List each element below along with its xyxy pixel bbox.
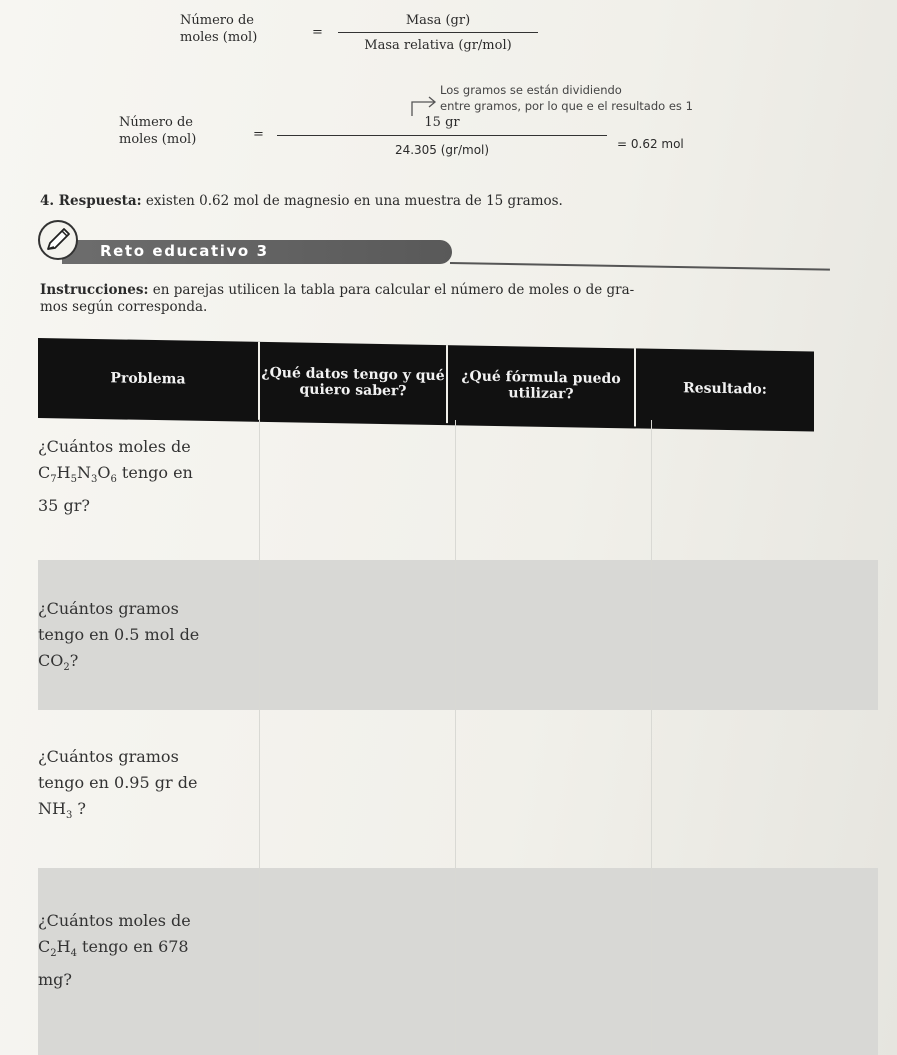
problem-line: ¿Cuántos moles de	[38, 437, 191, 456]
problem-line: tengo en 678	[82, 937, 189, 956]
instructions-label: Instrucciones:	[40, 282, 149, 298]
problem-text	[38, 434, 253, 519]
problem-cell	[38, 560, 260, 710]
subscript: 6	[110, 474, 117, 486]
formula-input-cell[interactable]	[456, 868, 652, 1055]
subscript: 2	[50, 948, 57, 960]
instructions-text: en parejas utilicen la tabla para calcular el número de moles o de gra-	[152, 282, 635, 298]
problem-line: 35 gr?	[38, 496, 90, 516]
formula-input-cell[interactable]	[456, 560, 652, 710]
problem-cell	[38, 420, 260, 560]
formula-numerator: Masa (gr)	[338, 12, 538, 33]
instructions	[40, 282, 840, 316]
formula-input-cell[interactable]	[456, 710, 652, 868]
subscript: 3	[90, 474, 98, 486]
problem-line: tengo en	[121, 463, 193, 482]
table-row	[38, 868, 878, 1055]
problem-text	[38, 908, 253, 993]
element: H	[56, 937, 71, 956]
resultado-input-cell[interactable]	[652, 420, 878, 560]
element: CO	[38, 651, 64, 670]
resultado-input-cell[interactable]	[652, 710, 878, 868]
section-divider	[450, 262, 830, 271]
answer-label: 4. Respuesta:	[40, 193, 142, 209]
resultado-input-cell[interactable]	[652, 560, 878, 710]
chemical-formula	[38, 799, 73, 822]
answer-text: existen 0.62 mol de magnesio en una muestra de 15 gramos.	[145, 193, 563, 209]
chemical-formula	[38, 651, 70, 674]
formula-lhs-line2: moles (mol)	[180, 30, 258, 45]
note-line2: entre gramos, por lo que e el resultado es 1	[440, 99, 693, 113]
formula-lhs-line1: Número de	[180, 13, 254, 28]
subscript: 5	[70, 474, 77, 486]
problem-cell	[38, 710, 260, 868]
table-header	[38, 338, 814, 432]
chemical-formula	[38, 937, 77, 960]
answer-line	[40, 193, 563, 209]
element: H	[56, 463, 71, 482]
header-datos: ¿Qué datos tengo y qué quiero saber?	[260, 342, 448, 423]
problem-line: ?	[72, 799, 86, 818]
example-numerator: 15 gr	[277, 114, 607, 136]
problem-line: ¿Cuántos gramos	[38, 747, 179, 766]
resultado-input-cell[interactable]	[652, 868, 878, 1055]
header-formula: ¿Qué fórmula puedo utilizar?	[448, 345, 636, 426]
example-fraction	[277, 114, 607, 159]
element: NH	[38, 799, 66, 818]
example-lhs	[119, 114, 249, 148]
chemical-formula	[38, 463, 117, 486]
formula-lhs	[180, 12, 300, 46]
section-banner	[62, 240, 452, 264]
note-line1: Los gramos se están dividiendo	[440, 83, 622, 97]
subscript: 7	[50, 474, 57, 486]
problem-line: ¿Cuántos moles de	[38, 911, 191, 930]
table-row	[38, 710, 878, 868]
formula-denominator: Masa relativa (gr/mol)	[364, 38, 512, 53]
problem-line: mg?	[38, 970, 72, 990]
exercise-table	[38, 338, 878, 1055]
problem-line: tengo en 0.95 gr de	[38, 773, 198, 792]
problem-line: tengo en 0.5 mol de	[38, 625, 200, 644]
example-denominator: 24.305 (gr/mol)	[394, 143, 490, 157]
formula-input-cell[interactable]	[456, 420, 652, 560]
subscript: 3	[65, 810, 73, 822]
subscript: 4	[70, 948, 77, 960]
formula-fraction	[338, 12, 538, 54]
table-row	[38, 420, 878, 560]
example-lhs-line2: moles (mol)	[119, 132, 197, 147]
element: N	[76, 463, 91, 482]
table-row	[38, 560, 878, 710]
example-result: = 0.62 mol	[617, 137, 684, 151]
example-equals: =	[253, 127, 264, 142]
problem-text	[38, 744, 253, 829]
pencil-icon	[36, 218, 80, 262]
problem-line: ?	[69, 651, 79, 670]
problem-text	[38, 596, 253, 681]
datos-input-cell[interactable]	[260, 420, 456, 560]
element: O	[97, 463, 111, 482]
problem-cell	[38, 868, 260, 1055]
header-problema: Problema	[38, 338, 260, 420]
datos-input-cell[interactable]	[260, 710, 456, 868]
section-title: Reto educativo 3	[100, 242, 269, 260]
example-lhs-line1: Número de	[119, 115, 193, 130]
datos-input-cell[interactable]	[260, 560, 456, 710]
element: C	[38, 463, 51, 482]
formula-equals: =	[312, 25, 323, 40]
element: C	[38, 937, 51, 956]
subscript: 2	[63, 662, 70, 674]
handwritten-note	[440, 82, 800, 114]
instructions-text-2: mos según corresponda.	[40, 299, 208, 315]
problem-line: ¿Cuántos gramos	[38, 599, 179, 618]
header-resultado: Resultado:	[683, 380, 767, 398]
datos-input-cell[interactable]	[260, 868, 456, 1055]
